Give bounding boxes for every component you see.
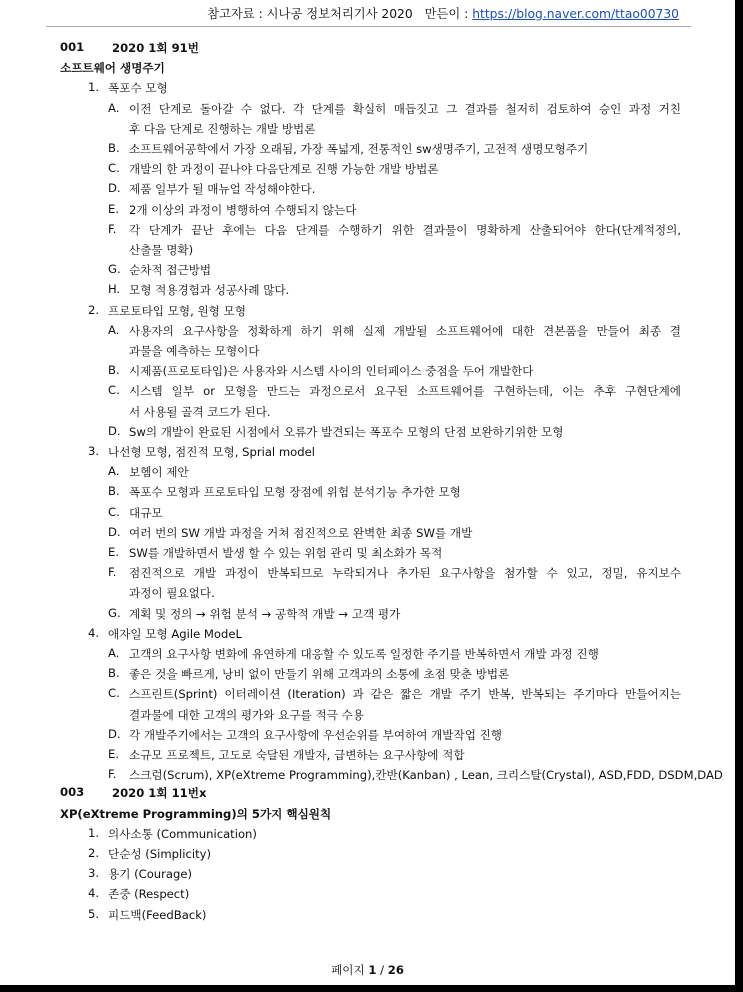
sub-item-text: 후 다음 단계로 진행하는 개발 방법론	[129, 121, 316, 136]
sub-item-text: 각 개발주기에서는 고객의 요구사항에 우선순위를 부여하여 개발작업 진행	[129, 727, 502, 742]
sub-item-text: 보헴이 제안	[129, 465, 189, 480]
sub-item-letter: B.	[108, 141, 120, 155]
author-blog-link[interactable]: https://blog.naver.com/ttao00730	[472, 7, 679, 21]
item-label: 폭포수 모형	[108, 81, 168, 96]
principle-label: 피드백(FeedBack)	[108, 907, 207, 922]
sub-item-text: 소프트웨어공학에서 가장 오래됨, 가장 폭넓게, 전통적인 sw생명주기, 고전적 생명모형주기	[129, 142, 589, 156]
sub-item-text: 시제품(프로토타입)은 사용자와 시스템 사이의 인터페이스 중점을 두어 개발한다	[129, 364, 534, 379]
footer-page-label: 페이지	[331, 963, 365, 977]
item-number: 4.	[88, 625, 100, 640]
sub-item-letter: G.	[108, 605, 121, 620]
item-label: 프로토타입 모형, 원형 모형	[108, 303, 246, 318]
sub-item-text: 시스템 일부 or 모형을 만드는 과정으로서 요구된 소프트웨어를 구현하는데, 이는 추후 구현단계에	[129, 384, 681, 399]
footer-total-pages: 26	[387, 963, 404, 977]
sub-item-text: 개발의 한 과정이 끝나야 다음단계로 진행 가능한 개발 방법론	[129, 162, 439, 177]
item-label: 나선형 모형, 점진적 모형, Sprial model	[108, 445, 315, 459]
sub-item-text: 폭포수 모형과 프로토타입 모형 장점에 위험 분석기능 추가한 모형	[129, 485, 461, 500]
section-title: XP(eXtreme Programming)의 5가지 핵심원칙	[60, 806, 332, 821]
sub-item-text: 각 단계가 끝난 후에는 다음 단계를 수행하기 위한 결과물이 명확하게 산출되어야 한다(단계적정의,	[129, 222, 681, 237]
footer-current-page: 1	[368, 963, 377, 977]
principle-number: 2.	[88, 846, 100, 860]
sub-item-letter: B.	[108, 363, 120, 378]
sub-item-text: 여러 번의 SW 개발 과정을 거쳐 점진적으로 완벽한 최종 SW를 개발	[129, 525, 473, 540]
sub-item-text: 계획 및 정의 → 위험 분석 → 공학적 개발 → 고객 평가	[129, 606, 401, 621]
sub-item-letter: A.	[108, 322, 120, 337]
sub-item-text: 결과물에 대한 고객의 평가와 요구를 적극 수용	[129, 707, 364, 722]
sub-item-letter: C.	[108, 686, 120, 701]
sub-item-letter: D.	[108, 524, 121, 539]
sub-item-letter: A.	[108, 100, 120, 115]
sub-item-letter: F.	[108, 565, 117, 580]
sub-item-letter: E.	[108, 545, 120, 559]
sub-item-text: 서 사용될 골격 코드가 된다.	[129, 404, 271, 419]
sub-item-text: 스프린트(Sprint) 이터레이션 (Iteration) 과 같은 짧은 개발 주기 반복, 반복되는 주기마다 만들어지는	[129, 687, 681, 702]
sub-item-text: 2개 이상의 과정이 병행하여 수행되지 않는다	[129, 202, 357, 217]
principle-number: 4.	[88, 886, 100, 901]
sub-item-text: 사용자의 요구사항을 정확하게 하기 위해 실제 개발될 소프트웨어에 대한 견본품을 만들어 최종 결	[129, 323, 681, 338]
item-label: 애자일 모형 Agile ModeL	[108, 626, 242, 641]
sub-item-text: SW를 개발하면서 발생 할 수 있는 위험 관리 및 최소화가 목적	[129, 546, 443, 560]
header-author-label: 만든이 :	[424, 7, 469, 21]
sub-item-text: 순차적 접근방법	[129, 263, 212, 278]
sub-item-text: 이전 단계로 돌아갈 수 없다. 각 단계를 확실히 매듭짓고 그 결과를 철저히 검토하여 승인 과정 거친	[129, 101, 681, 116]
page-footer	[0, 962, 735, 978]
item-number: 1.	[88, 80, 100, 95]
sub-item-letter: G.	[108, 262, 121, 277]
header-reference: 참고자료 : 시나공 정보처리기사 2020	[207, 7, 413, 21]
sub-item-letter: D.	[108, 181, 121, 196]
principle-label: 존중 (Respect)	[108, 887, 190, 902]
principle-label: 의사소통 (Communication)	[108, 826, 257, 841]
sub-item-letter: A.	[108, 646, 120, 660]
sub-item-letter: B.	[108, 666, 120, 681]
principle-label: 용기 (Courage)	[108, 867, 193, 882]
principle-number: 3.	[88, 866, 100, 881]
sub-item-text: 과물을 예측하는 모형이다	[129, 344, 260, 358]
principle-number: 1.	[88, 825, 100, 840]
sub-item-text: 과정이 필요없다.	[129, 586, 215, 601]
sub-item-text: 소규모 프로젝트, 고도로 숙달된 개발자, 급변하는 요구사항에 적합	[129, 748, 465, 762]
principle-label: 단순성 (Simplicity)	[108, 847, 212, 861]
sub-item-letter: C.	[108, 504, 120, 519]
sub-item-letter: C.	[108, 161, 120, 176]
sub-item-text: 모형 적용경험과 성공사례 많다.	[129, 283, 290, 298]
sub-item-letter: A.	[108, 464, 120, 479]
sub-item-letter: B.	[108, 484, 120, 499]
header-divider	[46, 26, 691, 27]
sub-item-letter: E.	[108, 747, 120, 761]
sub-item-letter: F.	[108, 767, 117, 782]
question-session: 2020 1회 91번	[112, 41, 199, 55]
sub-item-text: Sw의 개발이 완료된 시점에서 오류가 발견되는 폭포수 모형의 단점 보완하기위한 모형	[129, 424, 564, 439]
sub-item-letter: F.	[108, 221, 117, 236]
sub-item-text: 대규모	[129, 505, 163, 520]
question-session: 2020 1회 11번x	[112, 786, 207, 801]
sub-item-text: 산출물 명확)	[129, 243, 194, 257]
question-number: 003	[60, 785, 85, 800]
sub-item-letter: D.	[108, 423, 121, 438]
sub-item-letter: E.	[108, 201, 120, 216]
sub-item-text: 제품 일부가 될 매뉴얼 작성해야한다.	[129, 182, 316, 197]
sub-item-text: 좋은 것을 빠르게, 낭비 없이 만들기 위해 고객과의 소통에 초점 맞춘 방법론	[129, 667, 510, 682]
sub-item-text: 스크럼(Scrum), XP(eXtreme Programming),칸반(Kanban) , Lean, 크리스탈(Crystal), ASD,FDD, DSDM,DAD	[129, 768, 723, 783]
principle-number: 5.	[88, 906, 100, 921]
sub-item-text: 점진적으로 개발 과정이 반복되므로 누락되거나 추가된 요구사항을 첨가할 수 있고, 정밀, 유지보수	[129, 566, 681, 581]
sub-item-letter: C.	[108, 383, 120, 398]
footer-separator: /	[380, 963, 385, 977]
section-title: 소프트웨어 생명주기	[60, 61, 165, 76]
question-number: 001	[60, 40, 85, 54]
sub-item-letter: D.	[108, 726, 121, 741]
item-number: 2.	[88, 302, 100, 317]
item-number: 3.	[88, 444, 100, 458]
sub-item-letter: H.	[108, 282, 121, 297]
sub-item-text: 고객의 요구사항 변화에 유연하게 대응할 수 있도록 일정한 주기를 반복하면서 개발 과정 진행	[129, 647, 599, 661]
page-header	[207, 4, 679, 22]
